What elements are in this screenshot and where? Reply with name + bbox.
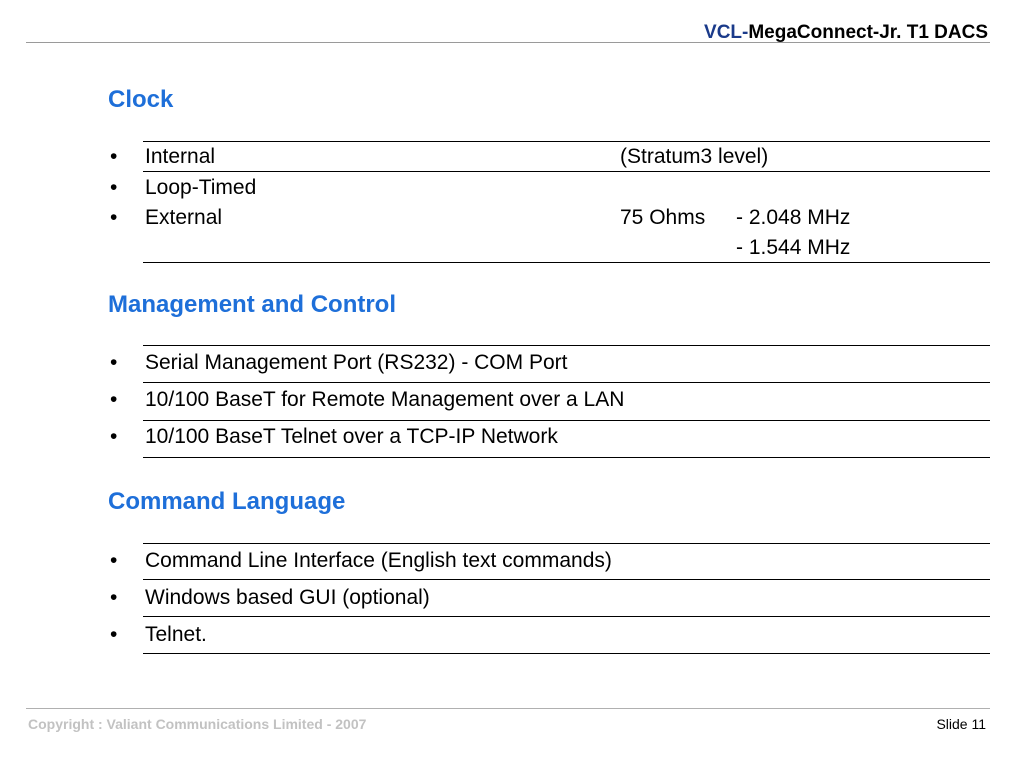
clock-heading: Clock <box>108 86 174 113</box>
clock-top-rule <box>143 141 990 142</box>
bullet: • <box>110 351 118 374</box>
bullet: • <box>110 176 118 199</box>
slide-number: Slide 11 <box>936 716 986 732</box>
clock-internal-spec: (Stratum3 level) <box>620 145 769 168</box>
command-item: Command Line Interface (English text commands) <box>145 549 612 572</box>
command-bottom-rule <box>143 653 990 654</box>
command-row-rule <box>143 616 990 617</box>
brand-label: VCL- <box>704 22 749 43</box>
bullet: • <box>110 206 118 229</box>
bullet: • <box>110 145 118 168</box>
header-divider <box>26 42 990 43</box>
command-row-rule <box>143 579 990 580</box>
clock-item-external: External <box>145 206 223 229</box>
management-item: Serial Management Port (RS232) - COM Port <box>145 351 568 374</box>
bullet: • <box>110 549 118 572</box>
clock-external-rate: - 2.048 MHz <box>736 206 851 229</box>
footer-divider <box>26 708 990 709</box>
bullet: • <box>110 623 118 646</box>
product-title: MegaConnect-Jr. T1 DACS <box>748 22 988 43</box>
command-top-rule <box>143 543 990 544</box>
clock-bottom-rule <box>143 262 990 263</box>
command-heading: Command Language <box>108 488 346 515</box>
management-heading: Management and Control <box>108 291 397 318</box>
slide-header-title <box>704 22 988 44</box>
copyright-text: Copyright : Valiant Communications Limited - 2007 <box>28 716 367 732</box>
clock-item-loop-timed: Loop-Timed <box>145 176 257 199</box>
clock-row-rule <box>143 171 990 172</box>
bullet: • <box>110 425 118 448</box>
bullet: • <box>110 388 118 411</box>
management-bottom-rule <box>143 457 990 458</box>
clock-external-rate: - 1.544 MHz <box>736 236 851 259</box>
management-row-rule <box>143 382 990 383</box>
management-item: 10/100 BaseT Telnet over a TCP-IP Network <box>145 425 558 448</box>
command-item: Telnet. <box>145 623 207 646</box>
management-row-rule <box>143 420 990 421</box>
bullet: • <box>110 586 118 609</box>
clock-external-impedance: 75 Ohms <box>620 206 706 229</box>
management-item: 10/100 BaseT for Remote Management over a LAN <box>145 388 625 411</box>
clock-item-internal: Internal <box>145 145 216 168</box>
management-top-rule <box>143 345 990 346</box>
command-item: Windows based GUI (optional) <box>145 586 430 609</box>
